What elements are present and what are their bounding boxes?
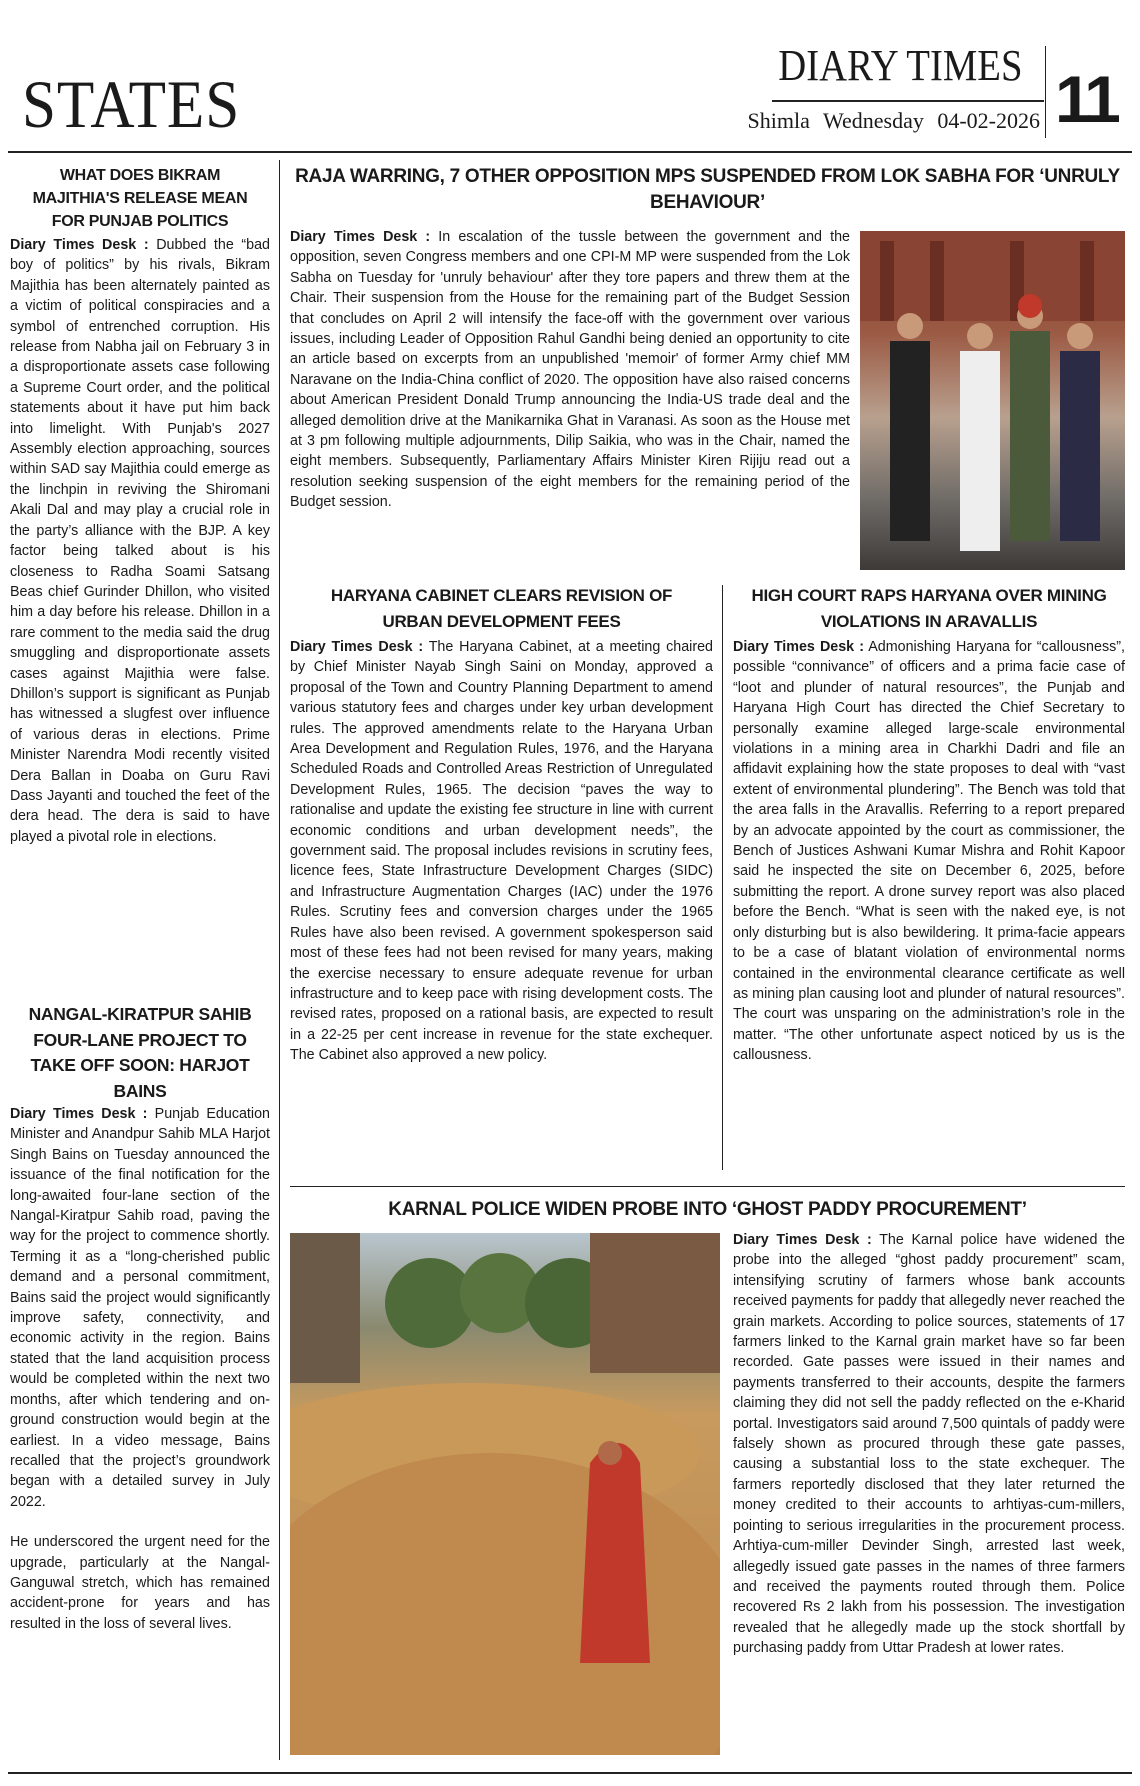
headline: HARYANA CABINET CLEARS REVISION OF URBAN DEVELOPMENT FEES	[330, 586, 673, 631]
headline: NANGAL-KIRATPUR SAHIB FOUR-LANE PROJECT TO TAKE OFF SOON: HARJOT BAINS	[28, 1004, 252, 1101]
byline: Diary Times Desk :	[10, 1106, 148, 1122]
date: 04-02-2026	[937, 108, 1040, 133]
parliament-mps-photo	[860, 231, 1125, 570]
headline: RAJA WARRING, 7 OTHER OPPOSITION MPS SUSPENDED FROM LOK SABHA FOR ‘UNRULY BEHAVIOUR’	[295, 166, 1120, 213]
byline: Diary Times Desk :	[733, 639, 864, 655]
article-karnal	[290, 1197, 1125, 1223]
masthead: DIARY TIMES	[777, 41, 1022, 90]
article-aravallis	[733, 583, 1125, 1066]
article-body: Diary Times Desk : Dubbed the “bad boy of politics” by his rivals, Bikram Majithia has been alternately painted as a victim of political conspiracies and a symbol of entrenched corruption. His release from Nabha jail on February 3 in a disproportionate assets case following a Supreme Court order, and the political statements about it have put him back into limelight. With Punjab's 2027 Assembly election approaching, sources within SAD say Majithia could emerge as the linchpin in reviving the Shiromani Akali Dal and may play a crucial role in the party’s alliance with the BJP. A key factor being talked about is his closeness to Radha Soami Satsang Beas chief Gurinder Dhillon, who visited him a day before his release. Dhillon in a rare comment to the media said the drug smuggling and disproportionate assets cases against Majithia were false. Dhillon’s support is significant as Punjab has witnessed a slugfest over influence of various deras in elections. Prime Minister Narendra Modi recently visited Dera Ballan in Doaba on Guru Ravi Dass Jayanti and touched the feet of the dera head. The dera is said to have played a pivotal role in elections.	[10, 237, 270, 845]
article-body: Diary Times Desk : In escalation of the tussle between the government and the opposition, seven Congress members and one CPI-M MP were suspended from the Lok Sabha on Tuesday for 'unruly behaviour' after they tore papers and threw them at the Chair. Their suspension from the House for the remaining part of the Budget Session that concludes on April 2 will intensify the face-off with the government over various issues, including Leader of Opposition Rahul Gandhi being denied an opportunity to cite an article based on excerpts from an unpublished 'memoir' of former Army chief MM Naravane on the India-China conflict of 2020. The opposition have also raised concerns about American President Donald Trump announcing the India-US trade deal and the alleged demolition drive at the Manikarnika Ghat in Varanasi. As soon as the House met at 3 pm following multiple adjournments, Dilip Saikia, who was in the Chair, named the eight members. Subsequently, Parliamentary Affairs Minister Kiren Rijiju read out a resolution seeking suspension of the eight members for the remaining period of the Budget session.	[290, 229, 850, 511]
byline: Diary Times Desk :	[10, 237, 149, 253]
byline: Diary Times Desk :	[733, 1232, 872, 1248]
paddy-grain-market-photo	[290, 1233, 720, 1755]
header-divider	[1045, 46, 1046, 138]
byline: Diary Times Desk :	[290, 639, 424, 655]
article-body: Diary Times Desk : Admonishing Haryana for “callousness”, possible “connivance” of officers and a prima facie case of “loot and plunder of natural resources”, the Punjab and Haryana High Court has directed the Chief Secretary to personally examine alleged large-scale environmental violations in a mining area in Charkhi Dadri and file an affidavit explaining how the state proposes to deal with “vast extent of environmental plundering”. The Bench was told that the area falls in the Aravallis. Referring to a report prepared by an advocate appointed by the court as commissioner, the Bench of Justices Ashwani Kumar Mishra and Rohit Kapoor said he inspected the site on December 6, 2025, before submitting the report. A drone survey report was also placed before the Bench. “What is seen with the naked eye, is not only disturbing but is also bewildering. It prima-facie appears to be a case of blatant violation of environmental norms contained in the environmental clearance certificate as well as mining plan causing loot and plunder of natural resources”. The court was unsparing on the administration’s role in the matter. “The other unfortunate aspect noticed by us is the callousness.	[733, 639, 1125, 1064]
article-body: Diary Times Desk : Punjab Education Minister and Anandpur Sahib MLA Harjot Singh Bains on Tuesday announced the issuance of the final notification for the long-awaited four-lane section of the Nangal-Kiratpur Sahib road, paving the way for the project to commence shortly. Terming it as a “long-cherished public demand and a personal commitment, Bains said the project would significantly improve safety, connectivity, and economic activity in the region. Bains stated that the land acquisition process would be completed within the next two months, after which tendering and on-ground construction would begin at the earliest. In a video message, Bains recalled that the project’s groundwork began with a detailed survey in July 2022. He underscored the urgent need for the upgrade, particularly at the Nangal-Ganguwal stretch, which has remained accident-prone for years and has resulted in the loss of several lives.	[10, 1106, 270, 1632]
page-number: 11	[1055, 62, 1117, 136]
byline: Diary Times Desk :	[290, 229, 431, 245]
article-warring	[290, 164, 1125, 216]
section-rule	[290, 1186, 1125, 1187]
header-rule	[8, 151, 1132, 153]
article-majithia	[10, 164, 270, 847]
headline: WHAT DOES BIKRAM MAJITHIA'S RELEASE MEAN FOR PUNJAB POLITICS	[32, 167, 248, 230]
dateline	[748, 108, 1040, 134]
headline: HIGH COURT RAPS HARYANA OVER MINING VIOLATIONS IN ARAVALLIS	[751, 586, 1107, 631]
headline: KARNAL POLICE WIDEN PROBE INTO ‘GHOST PADDY PROCUREMENT’	[388, 1199, 1027, 1220]
article-haryana-fees	[290, 583, 713, 1066]
day: Wednesday	[822, 108, 924, 133]
article-nangal	[10, 1002, 270, 1634]
section-title: STATES	[22, 66, 241, 142]
article-body: Diary Times Desk : The Karnal police have widened the probe into the alleged “ghost paddy procurement” scam, intensifying scrutiny of farmers whose bank accounts received payments for paddy that allegedly never reached the grain markets. According to police sources, statements of 17 farmers linked to the Karnal grain market have so far been recorded. Gate passes were issued in their names and payments transferred to their accounts, despite the farmers claiming they did not sell the paddy reflected on the e-Kharid portal. Investigators said around 7,500 quintals of paddy were falsely shown as procured through these gate passes, causing a substantial loss to the state exchequer. The farmers reportedly disclosed that they later returned the money credited to their accounts to arhtiyas-cum-millers, pointing to serious irregularities in the procurement process. Arhtiya-cum-miller Devinder Singh, arrested last week, allegedly issued gate passes in the names of three farmers and received the payments routed through them. Police recovered Rs 2 lakh from his possession. The investigation revealed that he allegedly made up the stock shortfall by purchasing paddy from Uttar Pradesh at lower rates.	[733, 1232, 1126, 1657]
masthead-rule	[772, 100, 1044, 102]
article-body: Diary Times Desk : The Haryana Cabinet, at a meeting chaired by Chief Minister Nayab Singh Saini on Monday, approved a proposal of the Town and Country Planning Department to amend various statutory fees and charges under key urban development rules. The approved amendments relate to the Haryana Urban Area Development and Regulation Rules, 1976, and the Haryana Scheduled Roads and Controlled Areas Restriction of Unregulated Development Rules, 1965. The decision “paves the way to rationalise and update the existing fee structure in line with current economic conditions and urban development needs”, the government said. The proposal includes revisions in scrutiny fees, licence fees, State Infrastructure Development Charges (SIDC) and Infrastructure Augmentation Charges (IAC) under the 1976 Rules. Scrutiny fees and conversion charges under the 1965 Rules have also been revised. A government spokesperson said most of these fees had not been revised for many years, making the exercise necessary to ensure adequate revenue for urban infrastructure and to keep pace with rising development costs. The revised rates, proposed on a rational basis, are expected to result in a 22-25 per cent increase in revenue for the state exchequer. The Cabinet also approved a new policy.	[290, 639, 714, 1064]
footer-rule	[8, 1772, 1132, 1774]
city: Shimla	[747, 108, 810, 133]
column-divider	[279, 160, 280, 1760]
column-divider	[722, 585, 723, 1170]
